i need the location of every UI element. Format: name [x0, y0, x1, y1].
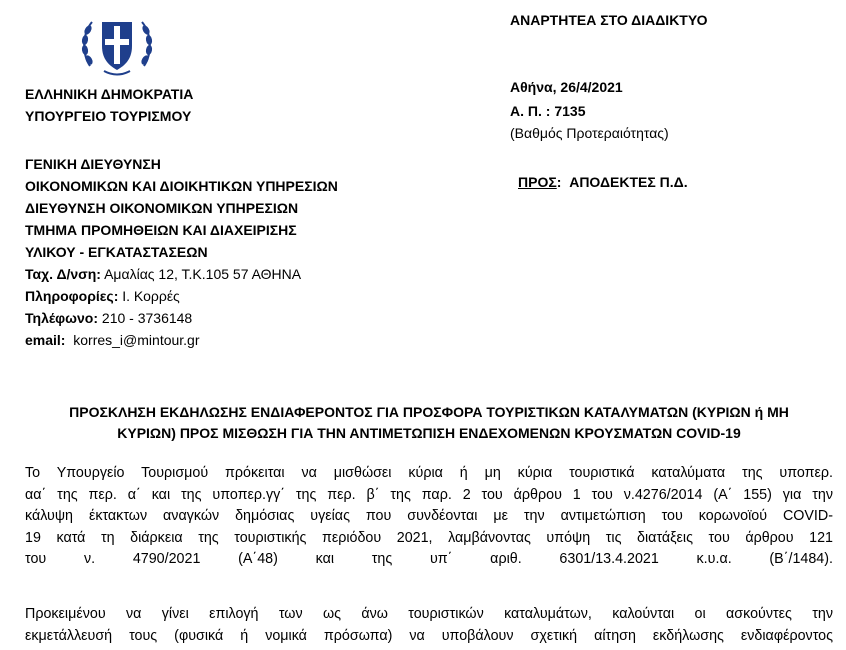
org-line-2: ΥΠΟΥΡΓΕΙΟ ΤΟΥΡΙΣΜΟΥ	[25, 108, 192, 124]
department-line: ΤΜΗΜΑ ΠΡΟΜΗΘΕΙΩΝ ΚΑΙ ΔΙΑΧΕΙΡΙΣΗΣ	[25, 222, 297, 238]
title-line-2: ΚΥΡΙΩΝ) ΠΡΟΣ ΜΙΣΘΩΣΗ ΓΙΑ ΤΗΝ ΑΝΤΙΜΕΤΩΠΙΣΗ ΕΝΔΕΧΟΜΕΝΩΝ ΚΡΟΥΣΜΑΤΩΝ COVID-19	[117, 425, 741, 441]
paragraph-line: του ν. 4790/2021 (Α΄48) και της υπ΄ αριθ. 6301/13.4.2021 κ.υ.α. (Β΄/1484).	[25, 551, 833, 567]
greek-coat-of-arms-emblem	[80, 8, 154, 80]
body-paragraph-2	[25, 604, 833, 647]
info-label: Πληροφορίες:	[25, 288, 119, 304]
email-label: email:	[25, 332, 66, 348]
department-line: ΔΙΕΥΘΥΝΣΗ ΟΙΚΟΝΟΜΙΚΩΝ ΥΠΗΡΕΣΙΩΝ	[25, 200, 299, 216]
posting-notice: ΑΝΑΡΤΗΤΕΑ ΣΤΟ ΔΙΑΔΙΚΤΥΟ	[510, 12, 708, 28]
priority-note: (Βαθμός Προτεραιότητας)	[510, 125, 669, 141]
recipients-label: ΠΡΟΣ	[518, 174, 557, 190]
recipients-value: ΑΠΟΔΕΚΤΕΣ Π.Δ.	[569, 174, 688, 190]
recipients: ΠΡΟΣ: ΑΠΟΔΕΚΤΕΣ Π.Δ.	[518, 174, 688, 190]
body-paragraph-1	[25, 463, 833, 571]
paragraph-line: εκμετάλλευσή τους (φυσικά ή νομικά πρόσωπα) να υποβάλουν σχετική αίτηση εκδήλωσης ενδιαφέροντος	[25, 627, 833, 644]
paragraph-line: Το Υπουργείο Τουρισμού πρόκειται να μισθώσει κύρια ή μη κύρια τουριστικά καταλύματα της υποπερ.	[25, 465, 833, 481]
contact-info	[25, 285, 301, 307]
email-value[interactable]: korres_i@mintour.gr	[73, 332, 200, 348]
info-value: Ι. Κορρές	[122, 288, 180, 304]
department-line: ΓΕΝΙΚΗ ΔΙΕΥΘΥΝΣΗ	[25, 156, 161, 172]
paragraph-line: 19 κατά τη διάρκεια της τουριστικής περιόδου 2021, λαμβάνοντας υπόψη τις διατάξεις του άρθρου 121	[25, 529, 833, 546]
org-line-1: ΕΛΛΗΝΙΚΗ ΔΗΜΟΚΡΑΤΙΑ	[25, 86, 194, 102]
department-line: ΟΙΚΟΝΟΜΙΚΩΝ ΚΑΙ ΔΙΟΙΚΗΤΙΚΩΝ ΥΠΗΡΕΣΙΩΝ	[25, 178, 338, 194]
title-line-1: ΠΡΟΣΚΛΗΣΗ ΕΚΔΗΛΩΣΗΣ ΕΝΔΙΑΦΕΡΟΝΤΟΣ ΓΙΑ ΠΡΟΣΦΟΡΑ ΤΟΥΡΙΣΤΙΚΩΝ ΚΑΤΑΛΥΜΑΤΩΝ (ΚΥΡΙΩΝ ή ΜΗ	[69, 404, 789, 420]
contact-block	[25, 263, 301, 351]
contact-email	[25, 329, 301, 351]
paragraph-line: κάλυψη έκτακτων αναγκών δημόσιας υγείας που συνδέονται με την αντιμετώπιση του κορωνοϊού COVID-	[25, 508, 833, 524]
document-title	[25, 402, 833, 444]
paragraph-line: Προκειμένου να γίνει επιλογή των ως άνω τουριστικών καταλυμάτων, καλούνται οι ασκούντες την	[25, 606, 833, 622]
document-date: Αθήνα, 26/4/2021	[510, 79, 623, 95]
paragraph-line: αα΄ της περ. α΄ και της υποπερ.γγ΄ της περ. β΄ της παρ. 2 του άρθρου 1 του ν.4276/2014 (Α΄ 155) για την	[25, 486, 833, 503]
address-value: Αμαλίας 12, Τ.Κ.105 57 ΑΘΗΝΑ	[104, 266, 302, 282]
address-label: Ταχ. Δ/νση:	[25, 266, 101, 282]
department-line: ΥΛΙΚΟΥ - ΕΓΚΑΤΑΣΤΑΣΕΩΝ	[25, 244, 208, 260]
contact-address	[25, 263, 301, 285]
protocol-number: Α. Π. : 7135	[510, 103, 586, 119]
phone-label: Τηλέφωνο:	[25, 310, 99, 326]
phone-value: 210 - 3736148	[101, 310, 193, 326]
contact-phone	[25, 307, 301, 329]
department-block	[25, 153, 338, 263]
